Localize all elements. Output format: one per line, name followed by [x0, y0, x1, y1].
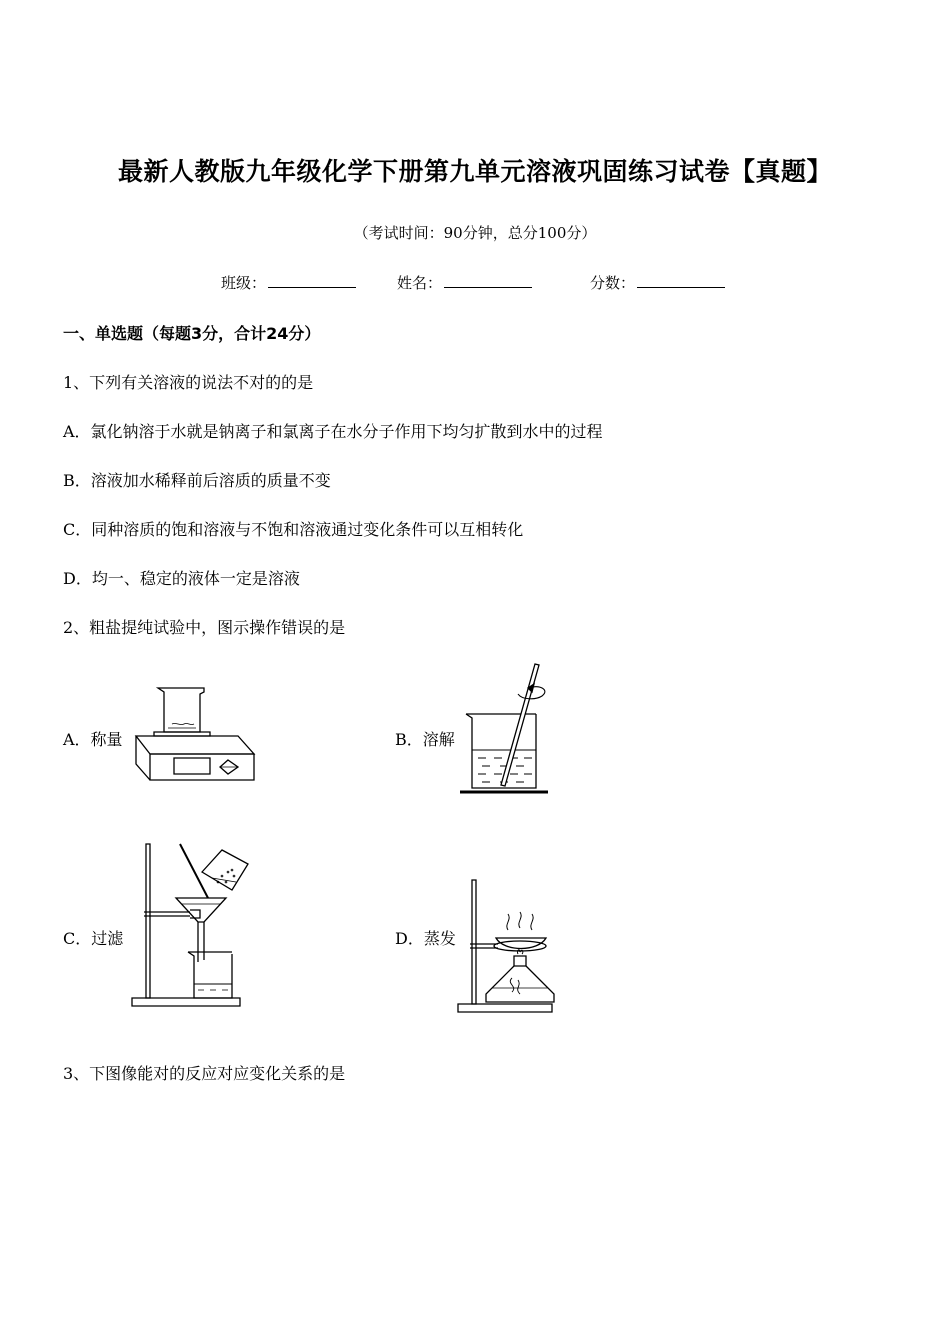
- question-1-stem: 1、下列有关溶液的说法不对的的是: [63, 373, 314, 392]
- beaker-stirring-icon: [460, 662, 552, 796]
- score-field: [590, 272, 725, 293]
- exam-duration-note: （考试时间：90分钟，总分100分）: [353, 224, 597, 242]
- question-1-option-b: B．溶液加水稀释前后溶质的质量不变: [63, 471, 331, 490]
- question-3-stem: 3、下图像能对的反应对应变化关系的是: [63, 1064, 346, 1083]
- name-label: 姓名：: [397, 274, 443, 292]
- name-blank: [444, 273, 532, 288]
- question-2-option-b: B．溶解: [395, 730, 455, 749]
- section-heading: 一、单选题（每题3分，合计24分）: [63, 324, 321, 343]
- name-field: [397, 272, 532, 293]
- balance-weighing-icon: [128, 684, 258, 794]
- class-blank: [268, 273, 356, 288]
- question-2-option-d: D．蒸发: [395, 929, 456, 948]
- class-label: 班级：: [221, 274, 267, 292]
- question-1-option-a: A．氯化钠溶于水就是钠离子和氯离子在水分子作用下均匀扩散到水中的过程: [63, 422, 603, 441]
- evaporation-apparatus-icon: [456, 878, 556, 1016]
- page-title: 最新人教版九年级化学下册第九单元溶液巩固练习试卷【真题】: [117, 157, 832, 186]
- question-2-option-a: A．称量: [63, 730, 123, 749]
- question-2-option-c: C．过滤: [63, 929, 124, 948]
- score-label: 分数：: [590, 274, 636, 292]
- question-1-option-d: D．均一、稳定的液体一定是溶液: [63, 569, 300, 588]
- class-field: [221, 272, 356, 293]
- filtration-apparatus-icon: [130, 842, 248, 1010]
- score-blank: [637, 273, 725, 288]
- question-2-stem: 2、粗盐提纯试验中，图示操作错误的是: [63, 618, 346, 637]
- question-1-option-c: C．同种溶质的饱和溶液与不饱和溶液通过变化条件可以互相转化: [63, 520, 524, 539]
